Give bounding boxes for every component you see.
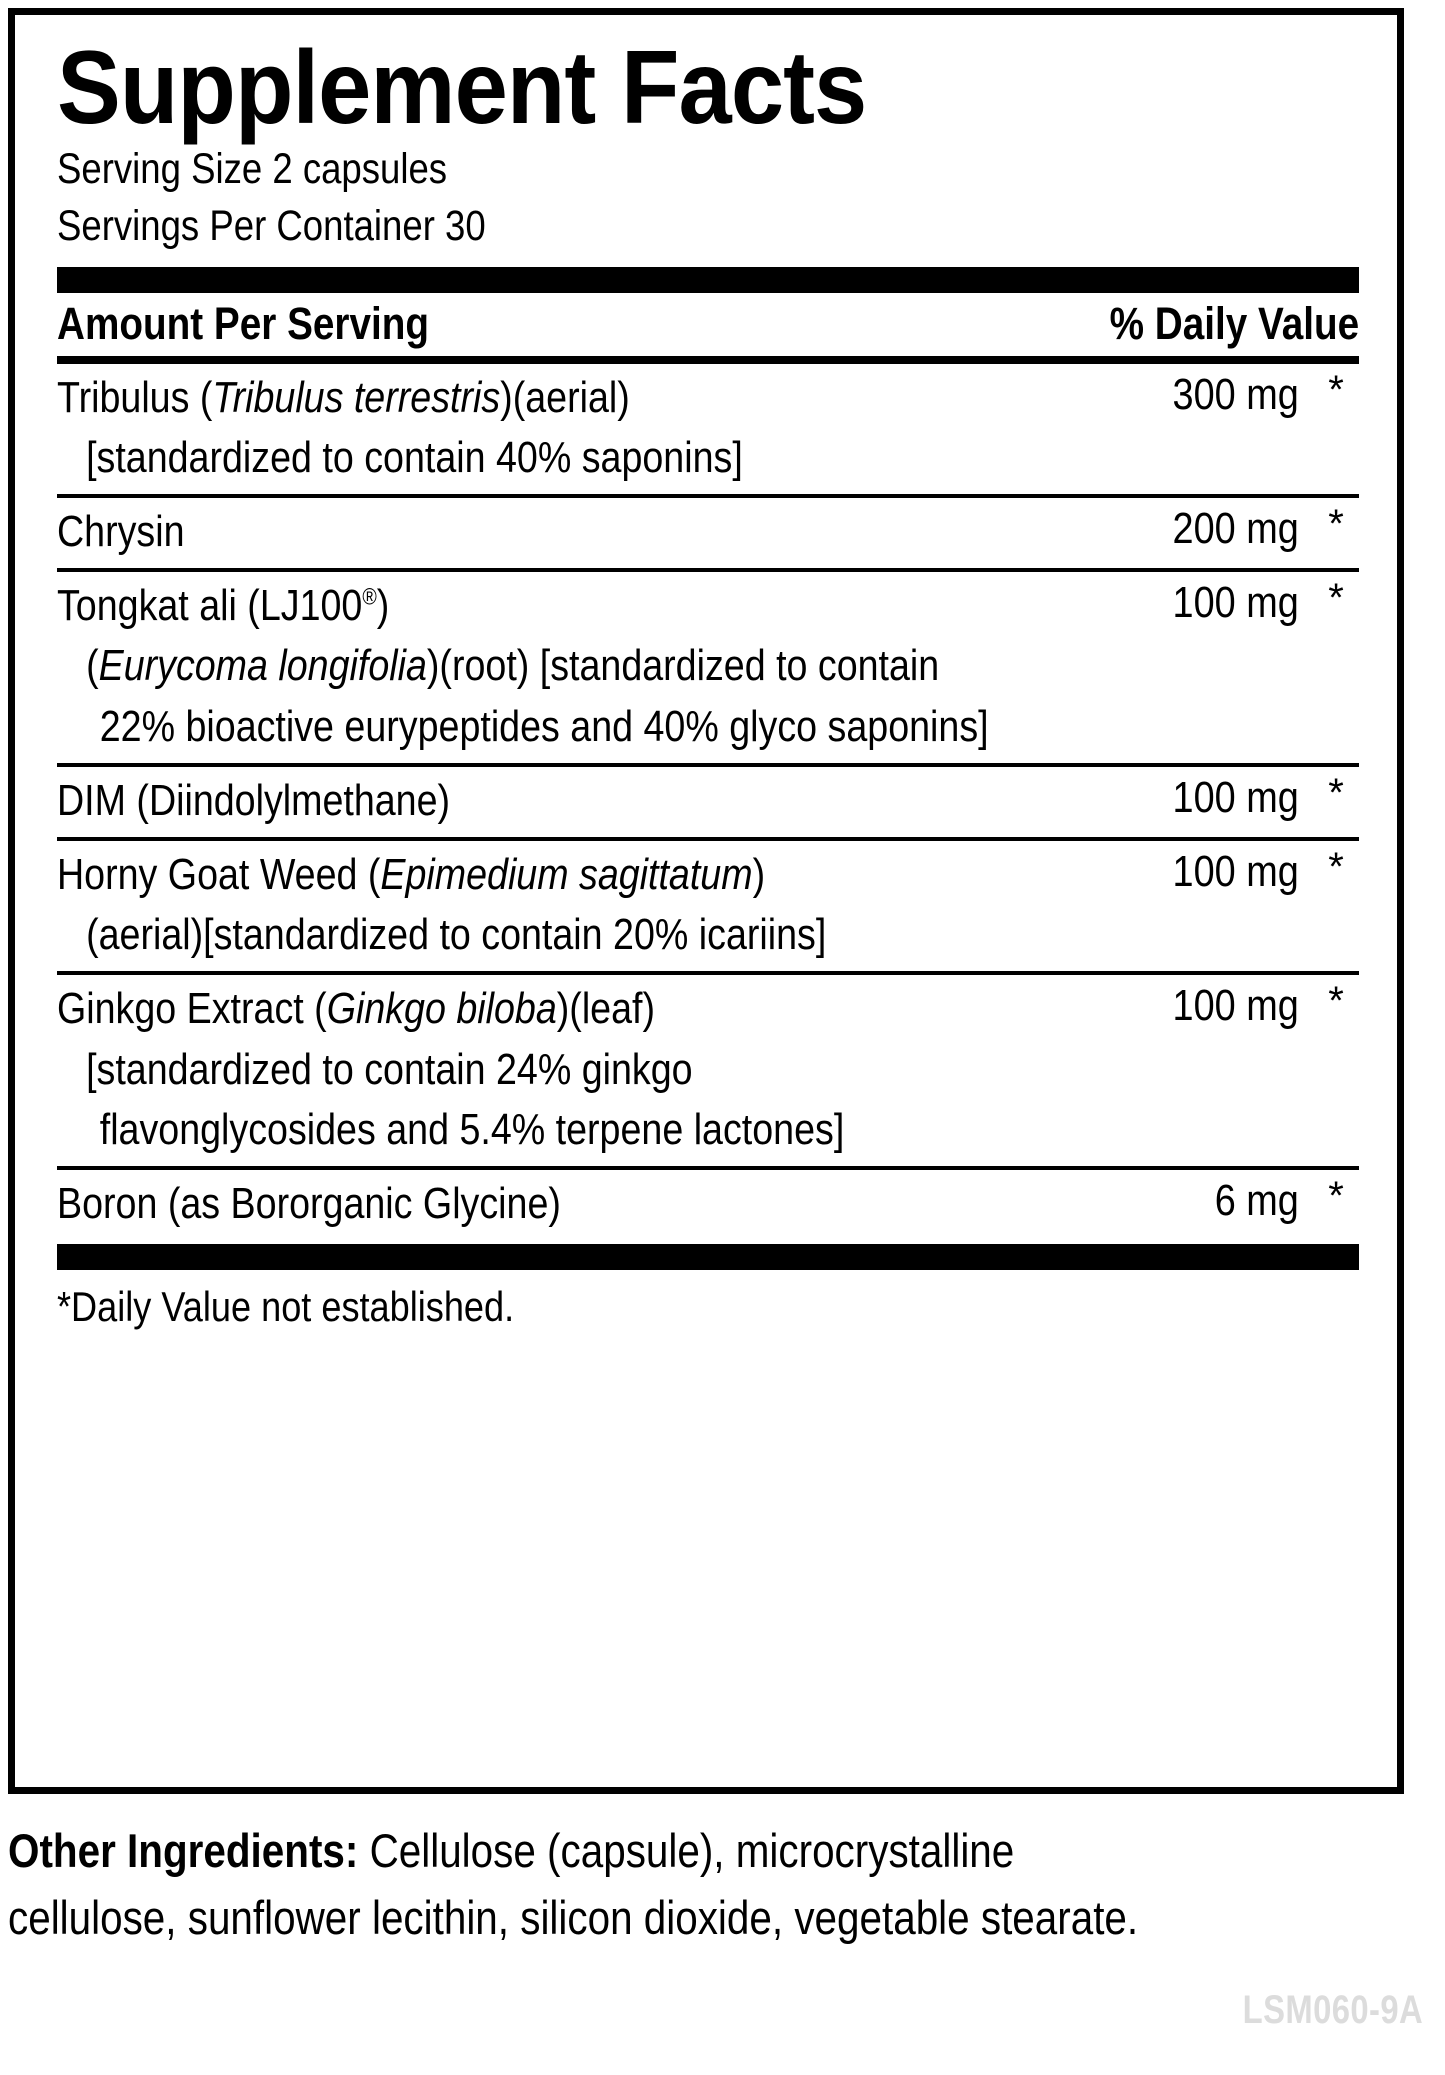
ingredient-daily-value: * <box>1328 1174 1344 1219</box>
serving-size: Serving Size 2 capsules <box>57 145 448 194</box>
ingredient-name <box>57 1174 1359 1235</box>
footer-bar <box>57 1244 1359 1270</box>
servings-per-container: Servings Per Container 30 <box>57 201 486 250</box>
ingredient-row <box>57 364 1359 494</box>
ingredient-line: Tribulus (Tribulus terrestris)(aerial) <box>57 372 630 422</box>
other-ingredients-label: Other Ingredients: <box>8 1824 359 1877</box>
ingredient-name <box>57 845 1359 966</box>
ingredient-amount: 6 mg <box>1214 1176 1299 1226</box>
ingredient-line: DIM (Diindolylmethane) <box>57 775 451 825</box>
ingredient-daily-value: * <box>1328 770 1344 815</box>
ingredient-line: Tongkat ali (LJ100®) <box>57 580 390 630</box>
ingredient-daily-value: * <box>1328 502 1344 547</box>
ingredient-daily-value: * <box>1328 367 1344 412</box>
ingredient-row <box>57 841 1359 971</box>
header-rule <box>57 356 1359 364</box>
ingredient-amount: 100 mg <box>1172 577 1299 627</box>
other-ingredients-line-1 <box>8 1818 1238 1885</box>
column-header-row <box>57 293 1359 356</box>
supplement-facts-panel <box>8 8 1404 1794</box>
ingredient-name <box>57 771 1359 832</box>
other-ingredients-block <box>8 1818 1438 1951</box>
ingredient-daily-value: * <box>1328 575 1344 620</box>
ingredient-daily-value: * <box>1328 979 1344 1024</box>
ingredient-name <box>57 368 1359 489</box>
ingredient-line: (Eurycoma longifolia)(root) [standardized to contain <box>86 641 940 691</box>
ingredient-row <box>57 767 1359 837</box>
daily-value-header: % Daily Value <box>1109 297 1359 349</box>
amount-per-serving-header: Amount Per Serving <box>57 297 430 349</box>
ingredient-name <box>57 576 1359 758</box>
ingredient-rows <box>57 364 1359 1240</box>
ingredient-line: Ginkgo Extract (Ginkgo biloba)(leaf) <box>57 984 656 1034</box>
ingredient-daily-value: * <box>1328 844 1344 889</box>
ingredient-line: 22% bioactive eurypeptides and 40% glyco saponins] <box>99 702 989 752</box>
ingredient-line: [standardized to contain 24% ginkgo <box>86 1044 693 1094</box>
ingredient-name <box>57 502 1359 563</box>
ingredient-name <box>57 979 1359 1161</box>
ingredient-row <box>57 975 1359 1166</box>
other-ingredients-text-1: Cellulose (capsule), microcrystalline <box>358 1824 1015 1877</box>
ingredient-amount: 100 mg <box>1172 981 1299 1031</box>
ingredient-line: Boron (as Bororganic Glycine) <box>57 1179 561 1229</box>
ingredient-amount: 100 mg <box>1172 846 1299 896</box>
ingredient-line: flavonglycosides and 5.4% terpene lactones] <box>99 1105 845 1155</box>
ingredient-amount: 100 mg <box>1172 772 1299 822</box>
ingredient-row <box>57 498 1359 568</box>
ingredient-row <box>57 1170 1359 1240</box>
product-code: LSM060-9A <box>1242 1988 1423 2032</box>
ingredient-amount: 300 mg <box>1172 369 1299 419</box>
ingredient-line: Horny Goat Weed (Epimedium sagittatum) <box>57 849 766 899</box>
page-title: Supplement Facts <box>57 30 867 146</box>
ingredient-row <box>57 572 1359 763</box>
ingredient-line: [standardized to contain 40% saponins] <box>86 433 743 483</box>
daily-value-footnote: *Daily Value not established. <box>57 1282 515 1330</box>
ingredient-amount: 200 mg <box>1172 504 1299 554</box>
ingredient-line: Chrysin <box>57 507 185 557</box>
other-ingredients-line-2: cellulose, sunflower lecithin, silicon dioxide, vegetable stearate. <box>8 1890 1139 1944</box>
ingredient-line: (aerial)[standardized to contain 20% icariins] <box>86 910 827 960</box>
header-bar-top <box>57 267 1359 293</box>
